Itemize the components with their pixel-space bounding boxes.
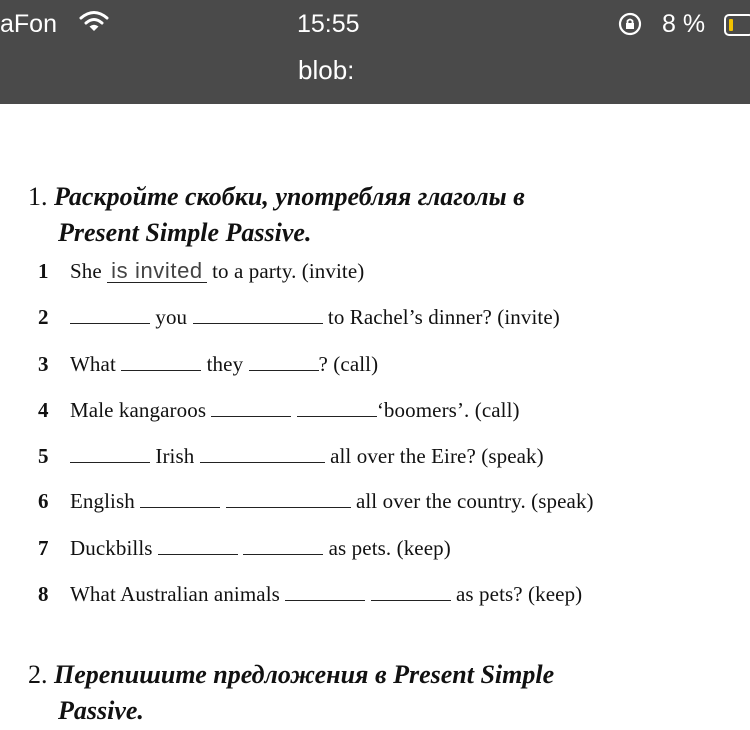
task1-number: 1. [28,182,48,211]
clock: 15:55 [297,10,360,38]
item-text: all over the country. (speak) [355,489,594,513]
item-text: What Australian animals [70,582,280,606]
task2-line2: Passive. [58,696,144,725]
answer-blank[interactable] [193,307,323,324]
item-number: 5 [38,444,49,468]
item-text: ‘boomers’. (call) [376,398,520,422]
item-text: Duckbills [70,536,153,560]
item-text: Irish [155,444,195,468]
answer-blank[interactable] [249,354,319,371]
item-text: English [70,489,135,513]
handwritten-answer[interactable]: is invited [107,260,207,283]
item-text: all over the Eire? (speak) [330,444,544,468]
item-number: 1 [38,259,49,283]
item-text: She [70,259,102,283]
answer-blank[interactable] [226,491,351,508]
task1-heading [28,179,718,251]
url-title: blob: [298,55,355,85]
battery-percent: 8 % [662,10,706,38]
battery-icon [724,14,750,36]
document [0,104,750,730]
item-text: What [70,352,116,376]
item-number: 2 [38,305,49,329]
answer-blank[interactable] [200,446,325,463]
task2-line1: Перепишите предложения в Present Simple [54,660,555,689]
task2-number: 2. [28,660,48,689]
answer-blank[interactable] [121,354,201,371]
task1-line2: Present Simple Passive. [58,218,312,247]
answer-blank[interactable] [243,538,323,555]
battery-level [729,19,733,31]
answer-blank[interactable] [285,584,365,601]
item-text: ? (call) [318,352,379,376]
answer-blank[interactable] [158,538,238,555]
answer-blank[interactable] [211,400,291,417]
item-text: as pets. (keep) [328,536,451,560]
rotation-lock-icon [617,11,643,42]
item-number: 4 [38,398,49,422]
wifi-icon [79,10,109,39]
answer-blank[interactable] [70,446,150,463]
item-text: to Rachel’s dinner? (invite) [327,305,560,329]
carrier-name: aFon [0,10,57,38]
item-number: 8 [38,582,49,606]
item-text: to a party. (invite) [212,259,365,283]
item-number: 3 [38,352,49,376]
answer-blank[interactable] [371,584,451,601]
answer-blank[interactable] [297,400,377,417]
item-number: 6 [38,489,49,513]
item-text: they [206,352,244,376]
status-bar [0,0,750,104]
item-text: you [155,305,188,329]
answer-blank[interactable] [70,307,150,324]
item-number: 7 [38,536,49,560]
task1-line1: Раскройте скобки, употребляя глаголы в [54,182,525,211]
task2-heading [28,657,728,729]
item-text: Male kangaroos [70,398,207,422]
answer-blank[interactable] [140,491,220,508]
item-text: as pets? (keep) [456,582,583,606]
